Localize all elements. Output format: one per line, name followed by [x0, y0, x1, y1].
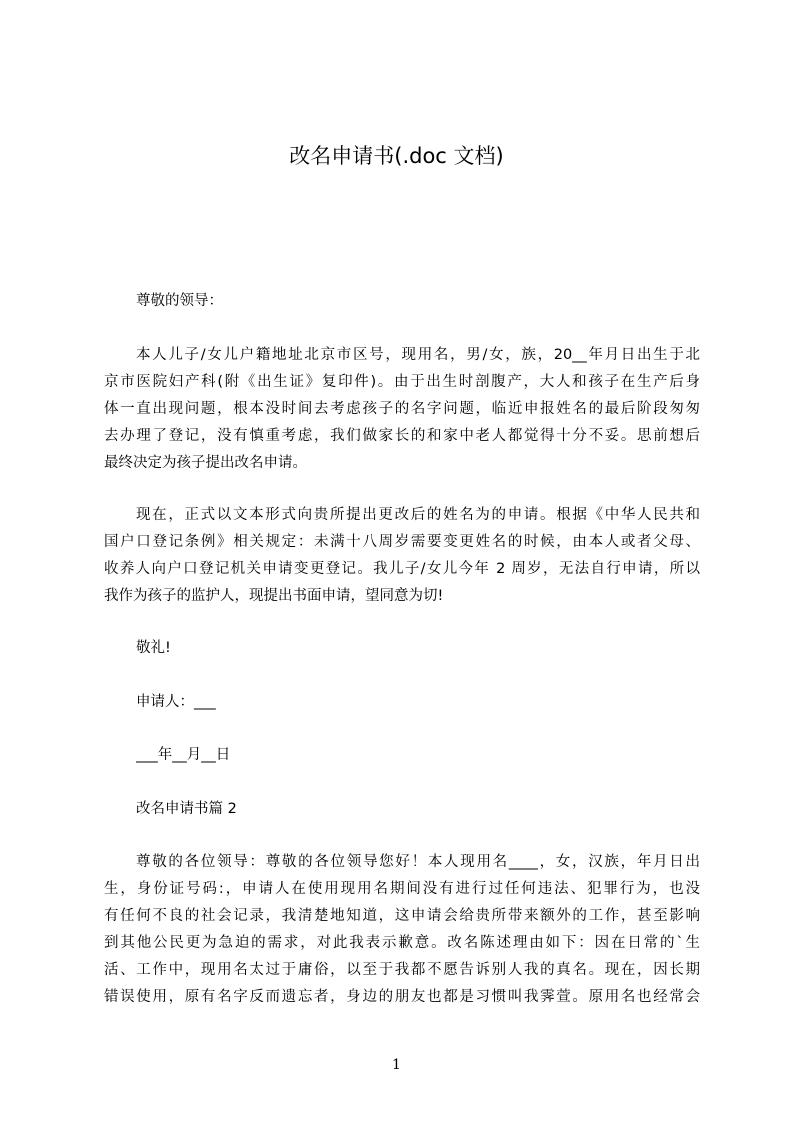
paragraph-1-line-2: 京市医院妇产科(附《出生证》复印件)。由于出生时剖腹产，大人和孩子在生产后身	[104, 374, 700, 390]
paragraph-1-line-1: 本人儿子/女儿户籍地址北京市区号，现用名，男/女，族，20__年月日出生于北	[136, 347, 700, 363]
paragraph-3-line-3: 有任何不良的社会记录，我清楚地知道，这申请会给贵所带来额外的工作，甚至影响	[104, 908, 700, 924]
paragraph-1-line-5: 最终决定为孩子提出改名申请。	[104, 455, 307, 471]
salutation: 尊敬的领导：	[136, 293, 223, 309]
paragraph-2-line-2: 国户口登记条例》相关规定：未满十八周岁需要变更姓名的时候，由本人或者父母、	[104, 534, 700, 550]
paragraph-3-line-6: 错误使用，原有名字反而遗忘者，身边的朋友也都是习惯叫我霁萱。原用名也经常会	[104, 989, 700, 1005]
applicant-line: 申请人：___	[136, 694, 216, 710]
paragraph-1-line-3: 体一直出现问题，根本没时间去考虑孩子的名字问题，临近申报姓名的最后阶段匆匆	[104, 401, 700, 417]
section-heading: 改名申请书篇 2	[136, 801, 237, 817]
document-title: 改名申请书(.doc 文档)	[289, 144, 504, 168]
paragraph-3-line-1: 尊敬的各位领导：尊敬的各位领导您好！本人现用名____，女，汉族，年月日出	[136, 854, 700, 870]
paragraph-3-line-5: 活、工作中，现用名太过于庸俗，以至于我都不愿告诉别人我的真名。现在，因长期	[104, 962, 700, 978]
paragraph-2-line-4: 我作为孩子的监护人，现提出书面申请，望同意为切!	[104, 588, 444, 604]
page-number: 1	[392, 1057, 401, 1073]
paragraph-2-line-3: 收养人向户口登记机关申请变更登记。我儿子/女儿今年 2 周岁，无法自行申请，所以	[104, 561, 700, 577]
closing-text: 敬礼!	[136, 640, 171, 656]
paragraph-3-line-4: 到其他公民更为急迫的需求，对此我表示歉意。改名陈述理由如下：因在日常的`生	[104, 935, 700, 951]
paragraph-1-line-4: 去办理了登记，没有慎重考虑，我们做家长的和家中老人都觉得十分不妥。思前想后	[104, 428, 700, 444]
paragraph-3-line-2: 生，身份证号码:，申请人在使用现用名期间没有进行过任何违法、犯罪行为，也没	[104, 881, 700, 897]
paragraph-2-line-1: 现在，正式以文本形式向贵所提出更改后的姓名为的申请。根据《中华人民共和	[136, 507, 700, 523]
date-line: ___年__月__日	[136, 747, 231, 763]
